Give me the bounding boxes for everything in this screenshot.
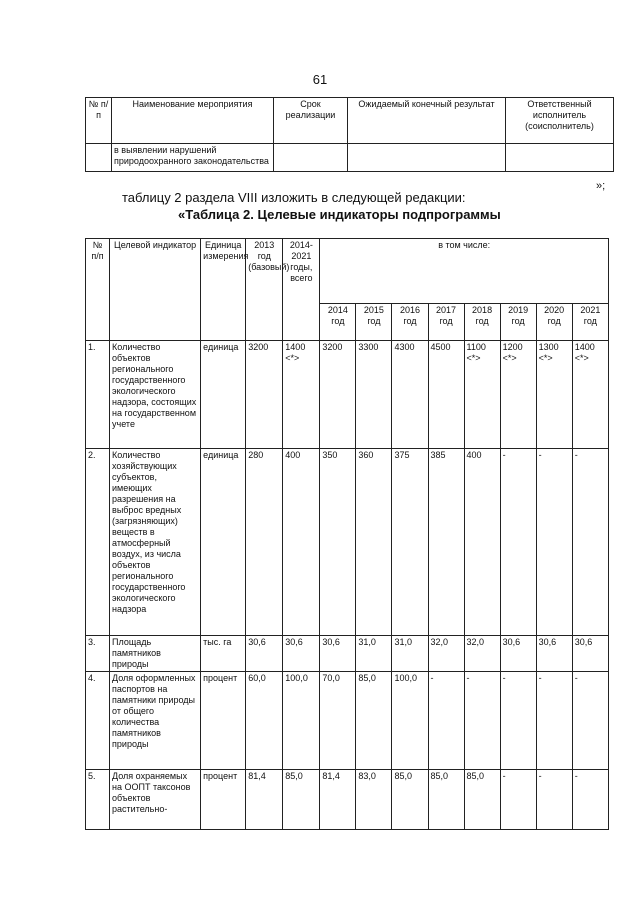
- base-value: 81,4: [246, 770, 283, 830]
- year-value: -: [572, 770, 608, 830]
- t1-header-executor: Ответственный исполнитель (соисполнитель): [506, 98, 614, 144]
- year-value: 30,6: [536, 636, 572, 672]
- header-year: 2020 год: [536, 304, 572, 341]
- indicator-name: Доля оформленных паспортов на памятники природы от общего количества памятников природы: [110, 672, 201, 770]
- t1-cell: в выявлении нарушений природоохранного законодательства: [112, 144, 274, 172]
- table-row: [86, 770, 609, 830]
- amendment-intro-text: таблицу 2 раздела VIII изложить в следующей редакции:: [122, 190, 466, 205]
- unit: процент: [201, 672, 246, 770]
- year-value: 100,0: [392, 672, 428, 770]
- base-value: 280: [246, 449, 283, 636]
- indicator-name: Доля охраняемых на ООПТ таксонов объектов растительно-: [110, 770, 201, 830]
- header-total: 2014-2021 годы, всего: [283, 239, 320, 341]
- unit: единица: [201, 341, 246, 449]
- year-value: 85,0: [356, 672, 392, 770]
- year-value: -: [536, 449, 572, 636]
- t1-cell: [348, 144, 506, 172]
- total-value: 400: [283, 449, 320, 636]
- year-value: 85,0: [464, 770, 500, 830]
- page-number: 61: [312, 72, 328, 87]
- t1-header-name: Наименование мероприятия: [112, 98, 274, 144]
- year-value: 385: [428, 449, 464, 636]
- t1-header-num: № п/п: [86, 98, 112, 144]
- table-row: [86, 672, 609, 770]
- year-value: 32,0: [428, 636, 464, 672]
- year-value: 83,0: [356, 770, 392, 830]
- year-value: -: [572, 449, 608, 636]
- table-row: [86, 636, 609, 672]
- header-unit: Единица измерения: [201, 239, 246, 341]
- table-row: [86, 341, 609, 449]
- events-table-continuation: [85, 97, 614, 172]
- year-value: 30,6: [320, 636, 356, 672]
- unit: процент: [201, 770, 246, 830]
- row-number: 5.: [86, 770, 110, 830]
- year-value: -: [464, 672, 500, 770]
- header-num: № п/п: [86, 239, 110, 341]
- t1-header-term: Срок реализации: [274, 98, 348, 144]
- header-year: 2017 год: [428, 304, 464, 341]
- year-value: -: [500, 449, 536, 636]
- year-value: 360: [356, 449, 392, 636]
- header-year: 2019 год: [500, 304, 536, 341]
- row-number: 1.: [86, 341, 110, 449]
- header-indicator: Целевой индикатор: [110, 239, 201, 341]
- total-value: 85,0: [283, 770, 320, 830]
- unit: тыс. га: [201, 636, 246, 672]
- year-value: -: [536, 770, 572, 830]
- header-including: в том числе:: [320, 239, 609, 304]
- target-indicators-table: [85, 238, 609, 830]
- year-value: 81,4: [320, 770, 356, 830]
- header-year: 2016 год: [392, 304, 428, 341]
- closing-quote: »;: [596, 180, 606, 192]
- year-value: 70,0: [320, 672, 356, 770]
- header-year: 2018 год: [464, 304, 500, 341]
- t1-cell: [86, 144, 112, 172]
- year-value: -: [500, 672, 536, 770]
- indicator-name: Количество хозяйствующих субъектов, имеющих разрешения на выброс вредных (загрязняющих) веществ в атмосферный воздух, из числа объектов регионального государственного экологического надзора: [110, 449, 201, 636]
- t1-cell: [506, 144, 614, 172]
- header-base-year: 2013 год (базовый): [246, 239, 283, 341]
- total-value: 100,0: [283, 672, 320, 770]
- year-value: 4300: [392, 341, 428, 449]
- base-value: 3200: [246, 341, 283, 449]
- year-value: -: [536, 672, 572, 770]
- table-title: «Таблица 2. Целевые индикаторы подпрограммы: [178, 207, 501, 222]
- row-number: 2.: [86, 449, 110, 636]
- row-number: 4.: [86, 672, 110, 770]
- year-value: 30,6: [500, 636, 536, 672]
- header-year: 2014 год: [320, 304, 356, 341]
- t1-cell: [274, 144, 348, 172]
- row-number: 3.: [86, 636, 110, 672]
- header-year: 2021 год: [572, 304, 608, 341]
- year-value: 85,0: [392, 770, 428, 830]
- year-value: 30,6: [572, 636, 608, 672]
- total-value: 30,6: [283, 636, 320, 672]
- year-value: 375: [392, 449, 428, 636]
- year-value: -: [572, 672, 608, 770]
- table-row: [86, 449, 609, 636]
- base-value: 30,6: [246, 636, 283, 672]
- indicator-name: Количество объектов регионального государственного экологического надзора, состоящих на государственном учете: [110, 341, 201, 449]
- base-value: 60,0: [246, 672, 283, 770]
- indicator-name: Площадь памятников природы: [110, 636, 201, 672]
- year-value: 350: [320, 449, 356, 636]
- year-value: -: [500, 770, 536, 830]
- year-value: 31,0: [356, 636, 392, 672]
- year-value: 1300 <*>: [536, 341, 572, 449]
- year-value: 4500: [428, 341, 464, 449]
- year-value: 85,0: [428, 770, 464, 830]
- year-value: 1100 <*>: [464, 341, 500, 449]
- unit: единица: [201, 449, 246, 636]
- year-value: 32,0: [464, 636, 500, 672]
- year-value: 1200 <*>: [500, 341, 536, 449]
- year-value: 31,0: [392, 636, 428, 672]
- year-value: 400: [464, 449, 500, 636]
- year-value: 3200: [320, 341, 356, 449]
- year-value: 1400 <*>: [572, 341, 608, 449]
- total-value: 1400 <*>: [283, 341, 320, 449]
- year-value: -: [428, 672, 464, 770]
- header-year: 2015 год: [356, 304, 392, 341]
- year-value: 3300: [356, 341, 392, 449]
- t1-header-result: Ожидаемый конечный результат: [348, 98, 506, 144]
